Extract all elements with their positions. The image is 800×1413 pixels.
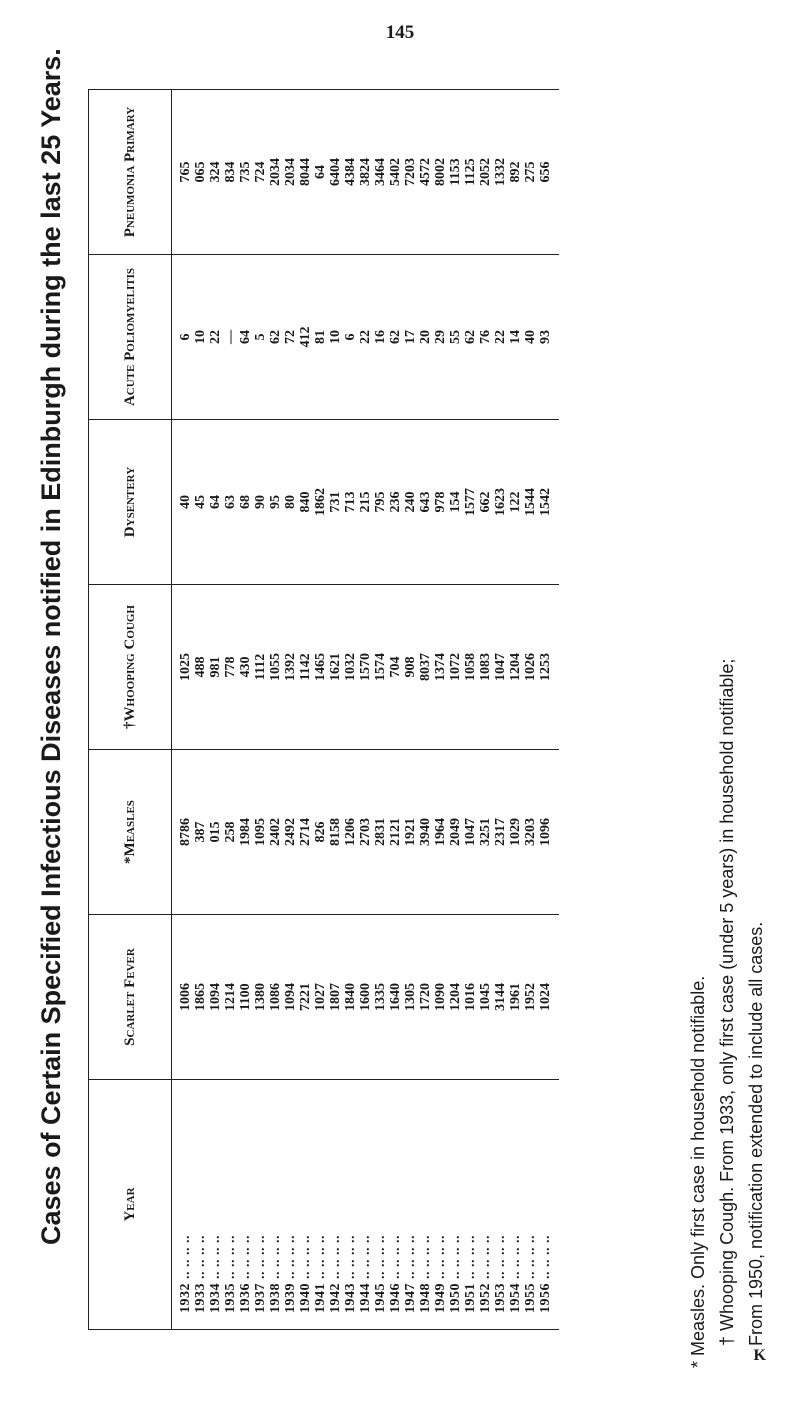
scarlet-fever-cell: 1204 [448,915,463,1080]
poliomyelitis-cell: 93 [538,255,559,420]
year-cell: 1948 .. .. .. .. [418,1080,433,1330]
whooping-cough-cell: 704 [388,585,403,750]
whooping-cough-cell: 1047 [493,585,508,750]
poliomyelitis-cell: 40 [523,255,538,420]
table-row [538,90,559,1330]
pneumonia-cell: 4384 [343,90,358,255]
table-row [328,90,343,1330]
whooping-cough-cell: 1055 [268,585,283,750]
year-cell: 1939 .. .. .. .. [283,1080,298,1330]
measles-cell: 2492 [283,750,298,915]
measles-cell: 1047 [463,750,478,915]
year-cell: 1947 .. .. .. .. [403,1080,418,1330]
dysentery-cell: 80 [283,420,298,585]
pneumonia-cell: 1153 [448,90,463,255]
dysentery-cell: 90 [253,420,268,585]
poliomyelitis-cell: 64 [238,255,253,420]
poliomyelitis-cell: 17 [403,255,418,420]
year-cell: 1938 .. .. .. .. [268,1080,283,1330]
dysentery-cell: 215 [358,420,373,585]
measles-cell: 1964 [433,750,448,915]
poliomyelitis-cell: 81 [313,255,328,420]
measles-cell: 1921 [403,750,418,915]
col-header-whooping-cough: †Whooping Cough [89,585,172,750]
scarlet-fever-cell: 1952 [523,915,538,1080]
poliomyelitis-cell: 20 [418,255,433,420]
poliomyelitis-cell: 29 [433,255,448,420]
whooping-cough-cell: 1083 [478,585,493,750]
poliomyelitis-cell: 6 [343,255,358,420]
pneumonia-cell: 3464 [373,90,388,255]
table-row [268,90,283,1330]
measles-cell: 3251 [478,750,493,915]
table-row [418,90,433,1330]
table-row [358,90,373,1330]
footnote-whooping-cough-1950: From 1950, notification extended to include all cases. [746,921,766,1346]
scarlet-fever-cell: 1086 [268,915,283,1080]
measles-cell: 2714 [298,750,313,915]
table-row [298,90,313,1330]
year-cell: 1942 .. .. .. .. [328,1080,343,1330]
measles-cell: 2703 [358,750,373,915]
table-row [193,90,208,1330]
dysentery-cell: 95 [268,420,283,585]
pneumonia-cell: 735 [238,90,253,255]
table-row [403,90,418,1330]
page-number: 145 [385,22,415,43]
table-row [433,90,448,1330]
whooping-cough-cell: 1112 [253,585,268,750]
table-row [313,90,328,1330]
poliomyelitis-cell: 62 [388,255,403,420]
scarlet-fever-cell: 1600 [358,915,373,1080]
scarlet-fever-cell: 1840 [343,915,358,1080]
scarlet-fever-cell: 1094 [208,915,223,1080]
pneumonia-cell: 765 [172,90,194,255]
scarlet-fever-cell: 1094 [283,915,298,1080]
table-row [493,90,508,1330]
pneumonia-cell: 8002 [433,90,448,255]
measles-cell: 8158 [328,750,343,915]
scarlet-fever-cell: 1720 [418,915,433,1080]
year-cell: 1933 .. .. .. .. [193,1080,208,1330]
whooping-cough-cell: 1374 [433,585,448,750]
dysentery-cell: 154 [448,420,463,585]
scarlet-fever-cell: 3144 [493,915,508,1080]
measles-cell: 2831 [373,750,388,915]
whooping-cough-cell: 981 [208,585,223,750]
year-cell: 1949 .. .. .. .. [433,1080,448,1330]
pneumonia-cell: 324 [208,90,223,255]
table-row [478,90,493,1330]
dysentery-cell: 643 [418,420,433,585]
measles-cell: 015 [208,750,223,915]
pneumonia-cell: 1125 [463,90,478,255]
disease-table [88,89,559,1330]
dysentery-cell: 713 [343,420,358,585]
whooping-cough-cell: 1058 [463,585,478,750]
table-row [448,90,463,1330]
pneumonia-cell: 1332 [493,90,508,255]
dysentery-cell: 978 [433,420,448,585]
table-row [388,90,403,1330]
measles-cell: 2049 [448,750,463,915]
pneumonia-cell: 834 [223,90,238,255]
scarlet-fever-cell: 1807 [328,915,343,1080]
year-cell: 1936 .. .. .. .. [238,1080,253,1330]
pneumonia-cell: 6404 [328,90,343,255]
col-header-scarlet-fever: Scarlet Fever [89,915,172,1080]
measles-cell: 3940 [418,750,433,915]
dysentery-cell: 1862 [313,420,328,585]
dysentery-cell: 840 [298,420,313,585]
title-block [36,0,67,1400]
scarlet-fever-cell: 1640 [388,915,403,1080]
whooping-cough-cell: 1465 [313,585,328,750]
col-header-poliomyelitis: Acute Poliomyelitis [89,255,172,420]
year-cell: 1953 .. .. .. .. [493,1080,508,1330]
col-header-year: Year [89,1080,172,1330]
whooping-cough-cell: 908 [403,585,418,750]
dysentery-cell: 45 [193,420,208,585]
year-cell: 1937 .. .. .. .. [253,1080,268,1330]
scarlet-fever-cell: 1100 [238,915,253,1080]
year-cell: 1944 .. .. .. .. [358,1080,373,1330]
dysentery-cell: 68 [238,420,253,585]
dysentery-cell: 240 [403,420,418,585]
dysentery-cell: 662 [478,420,493,585]
year-cell: 1951 .. .. .. .. [463,1080,478,1330]
dysentery-cell: 40 [172,420,194,585]
dysentery-cell: 1623 [493,420,508,585]
table-row [253,90,268,1330]
scarlet-fever-cell: 1214 [223,915,238,1080]
pneumonia-cell: 2034 [268,90,283,255]
measles-cell: 1206 [343,750,358,915]
year-cell: 1945 .. .. .. .. [373,1080,388,1330]
scarlet-fever-cell: 1865 [193,915,208,1080]
table-body [172,90,560,1330]
measles-cell: 2121 [388,750,403,915]
pneumonia-cell: 275 [523,90,538,255]
whooping-cough-cell: 1025 [172,585,194,750]
year-cell: 1932 .. .. .. .. [172,1080,194,1330]
scarlet-fever-cell: 1305 [403,915,418,1080]
pneumonia-cell: 2034 [283,90,298,255]
scarlet-fever-cell: 1027 [313,915,328,1080]
whooping-cough-cell: 1574 [373,585,388,750]
table-row [172,90,194,1330]
poliomyelitis-cell: 62 [268,255,283,420]
dysentery-cell: 1577 [463,420,478,585]
dysentery-cell: 731 [328,420,343,585]
whooping-cough-cell: 1392 [283,585,298,750]
scarlet-fever-cell: 1016 [463,915,478,1080]
scarlet-fever-cell: 1024 [538,915,559,1080]
year-cell: 1943 .. .. .. .. [343,1080,358,1330]
measles-cell: 1095 [253,750,268,915]
whooping-cough-cell: 1032 [343,585,358,750]
scarlet-fever-cell: 1335 [373,915,388,1080]
dysentery-cell: 64 [208,420,223,585]
pneumonia-cell: 2052 [478,90,493,255]
year-cell: 1940 .. .. .. .. [298,1080,313,1330]
pneumonia-cell: 64 [313,90,328,255]
table-row [463,90,478,1330]
table-row [238,90,253,1330]
signature-mark: K [753,1347,766,1364]
dysentery-cell: 63 [223,420,238,585]
year-cell: 1934 .. .. .. .. [208,1080,223,1330]
measles-cell: 1984 [238,750,253,915]
poliomyelitis-cell: 72 [283,255,298,420]
table-title: Cases of Certain Specified Infectious Diseases notified in Edinburgh during the last 25 Years. [36,48,66,1245]
year-cell: 1955 .. .. .. .. [523,1080,538,1330]
poliomyelitis-cell: 10 [328,255,343,420]
poliomyelitis-cell: 16 [373,255,388,420]
poliomyelitis-cell: 5 [253,255,268,420]
table-block [88,89,559,1330]
year-cell: 1941 .. .. .. .. [313,1080,328,1330]
year-cell: 1956 .. .. .. .. [538,1080,559,1330]
poliomyelitis-cell: 62 [463,255,478,420]
footnote-whooping-cough: † Whooping Cough. From 1933, only first case (under 5 years) in household notifiable; [717,658,737,1346]
scarlet-fever-cell: 1090 [433,915,448,1080]
whooping-cough-cell: 1204 [508,585,523,750]
measles-cell: 3203 [523,750,538,915]
whooping-cough-cell: 1072 [448,585,463,750]
whooping-cough-cell: 1253 [538,585,559,750]
whooping-cough-cell: 430 [238,585,253,750]
table-row [523,90,538,1330]
whooping-cough-cell: 488 [193,585,208,750]
col-header-dysentery: Dysentery [89,420,172,585]
pneumonia-cell: 065 [193,90,208,255]
dysentery-cell: 236 [388,420,403,585]
pneumonia-cell: 8044 [298,90,313,255]
table-row [208,90,223,1330]
col-header-measles: *Measles [89,750,172,915]
dysentery-cell: 1542 [538,420,559,585]
scarlet-fever-cell: 1380 [253,915,268,1080]
table-row [223,90,238,1330]
pneumonia-cell: 892 [508,90,523,255]
dysentery-cell: 1544 [523,420,538,585]
whooping-cough-cell: 1621 [328,585,343,750]
footnote-measles: * Measles. Only first case in household notifiable. [688,975,708,1368]
year-cell: 1952 .. .. .. .. [478,1080,493,1330]
poliomyelitis-cell: 22 [493,255,508,420]
poliomyelitis-cell: 6 [172,255,194,420]
table-row [343,90,358,1330]
pneumonia-cell: 4572 [418,90,433,255]
year-cell: 1935 .. .. .. .. [223,1080,238,1330]
dysentery-cell: 122 [508,420,523,585]
whooping-cough-cell: 1570 [358,585,373,750]
measles-cell: 2317 [493,750,508,915]
measles-cell: 8786 [172,750,194,915]
whooping-cough-cell: 1026 [523,585,538,750]
table-row [508,90,523,1330]
measles-cell: 387 [193,750,208,915]
year-cell: 1946 .. .. .. .. [388,1080,403,1330]
poliomyelitis-cell: — [223,255,238,420]
whooping-cough-cell: 8037 [418,585,433,750]
scarlet-fever-cell: 7221 [298,915,313,1080]
table-row [373,90,388,1330]
whooping-cough-cell: 1142 [298,585,313,750]
poliomyelitis-cell: 22 [358,255,373,420]
measles-cell: 2402 [268,750,283,915]
scarlet-fever-cell: 1961 [508,915,523,1080]
pneumonia-cell: 7203 [403,90,418,255]
measles-cell: 258 [223,750,238,915]
whooping-cough-cell: 778 [223,585,238,750]
measles-cell: 1029 [508,750,523,915]
poliomyelitis-cell: 22 [208,255,223,420]
measles-cell: 826 [313,750,328,915]
pneumonia-cell: 5402 [388,90,403,255]
year-cell: 1950 .. .. .. .. [448,1080,463,1330]
year-cell: 1954 .. .. .. .. [508,1080,523,1330]
poliomyelitis-cell: 10 [193,255,208,420]
poliomyelitis-cell: 55 [448,255,463,420]
footnotes [684,68,771,1368]
col-header-pneumonia: Pneumonia Primary [89,90,172,255]
pneumonia-cell: 656 [538,90,559,255]
pneumonia-cell: 3824 [358,90,373,255]
scarlet-fever-cell: 1006 [172,915,194,1080]
scarlet-fever-cell: 1045 [478,915,493,1080]
pneumonia-cell: 724 [253,90,268,255]
poliomyelitis-cell: 412 [298,255,313,420]
header-row [89,90,172,1330]
measles-cell: 1096 [538,750,559,915]
poliomyelitis-cell: 14 [508,255,523,420]
poliomyelitis-cell: 76 [478,255,493,420]
table-row [283,90,298,1330]
dysentery-cell: 795 [373,420,388,585]
